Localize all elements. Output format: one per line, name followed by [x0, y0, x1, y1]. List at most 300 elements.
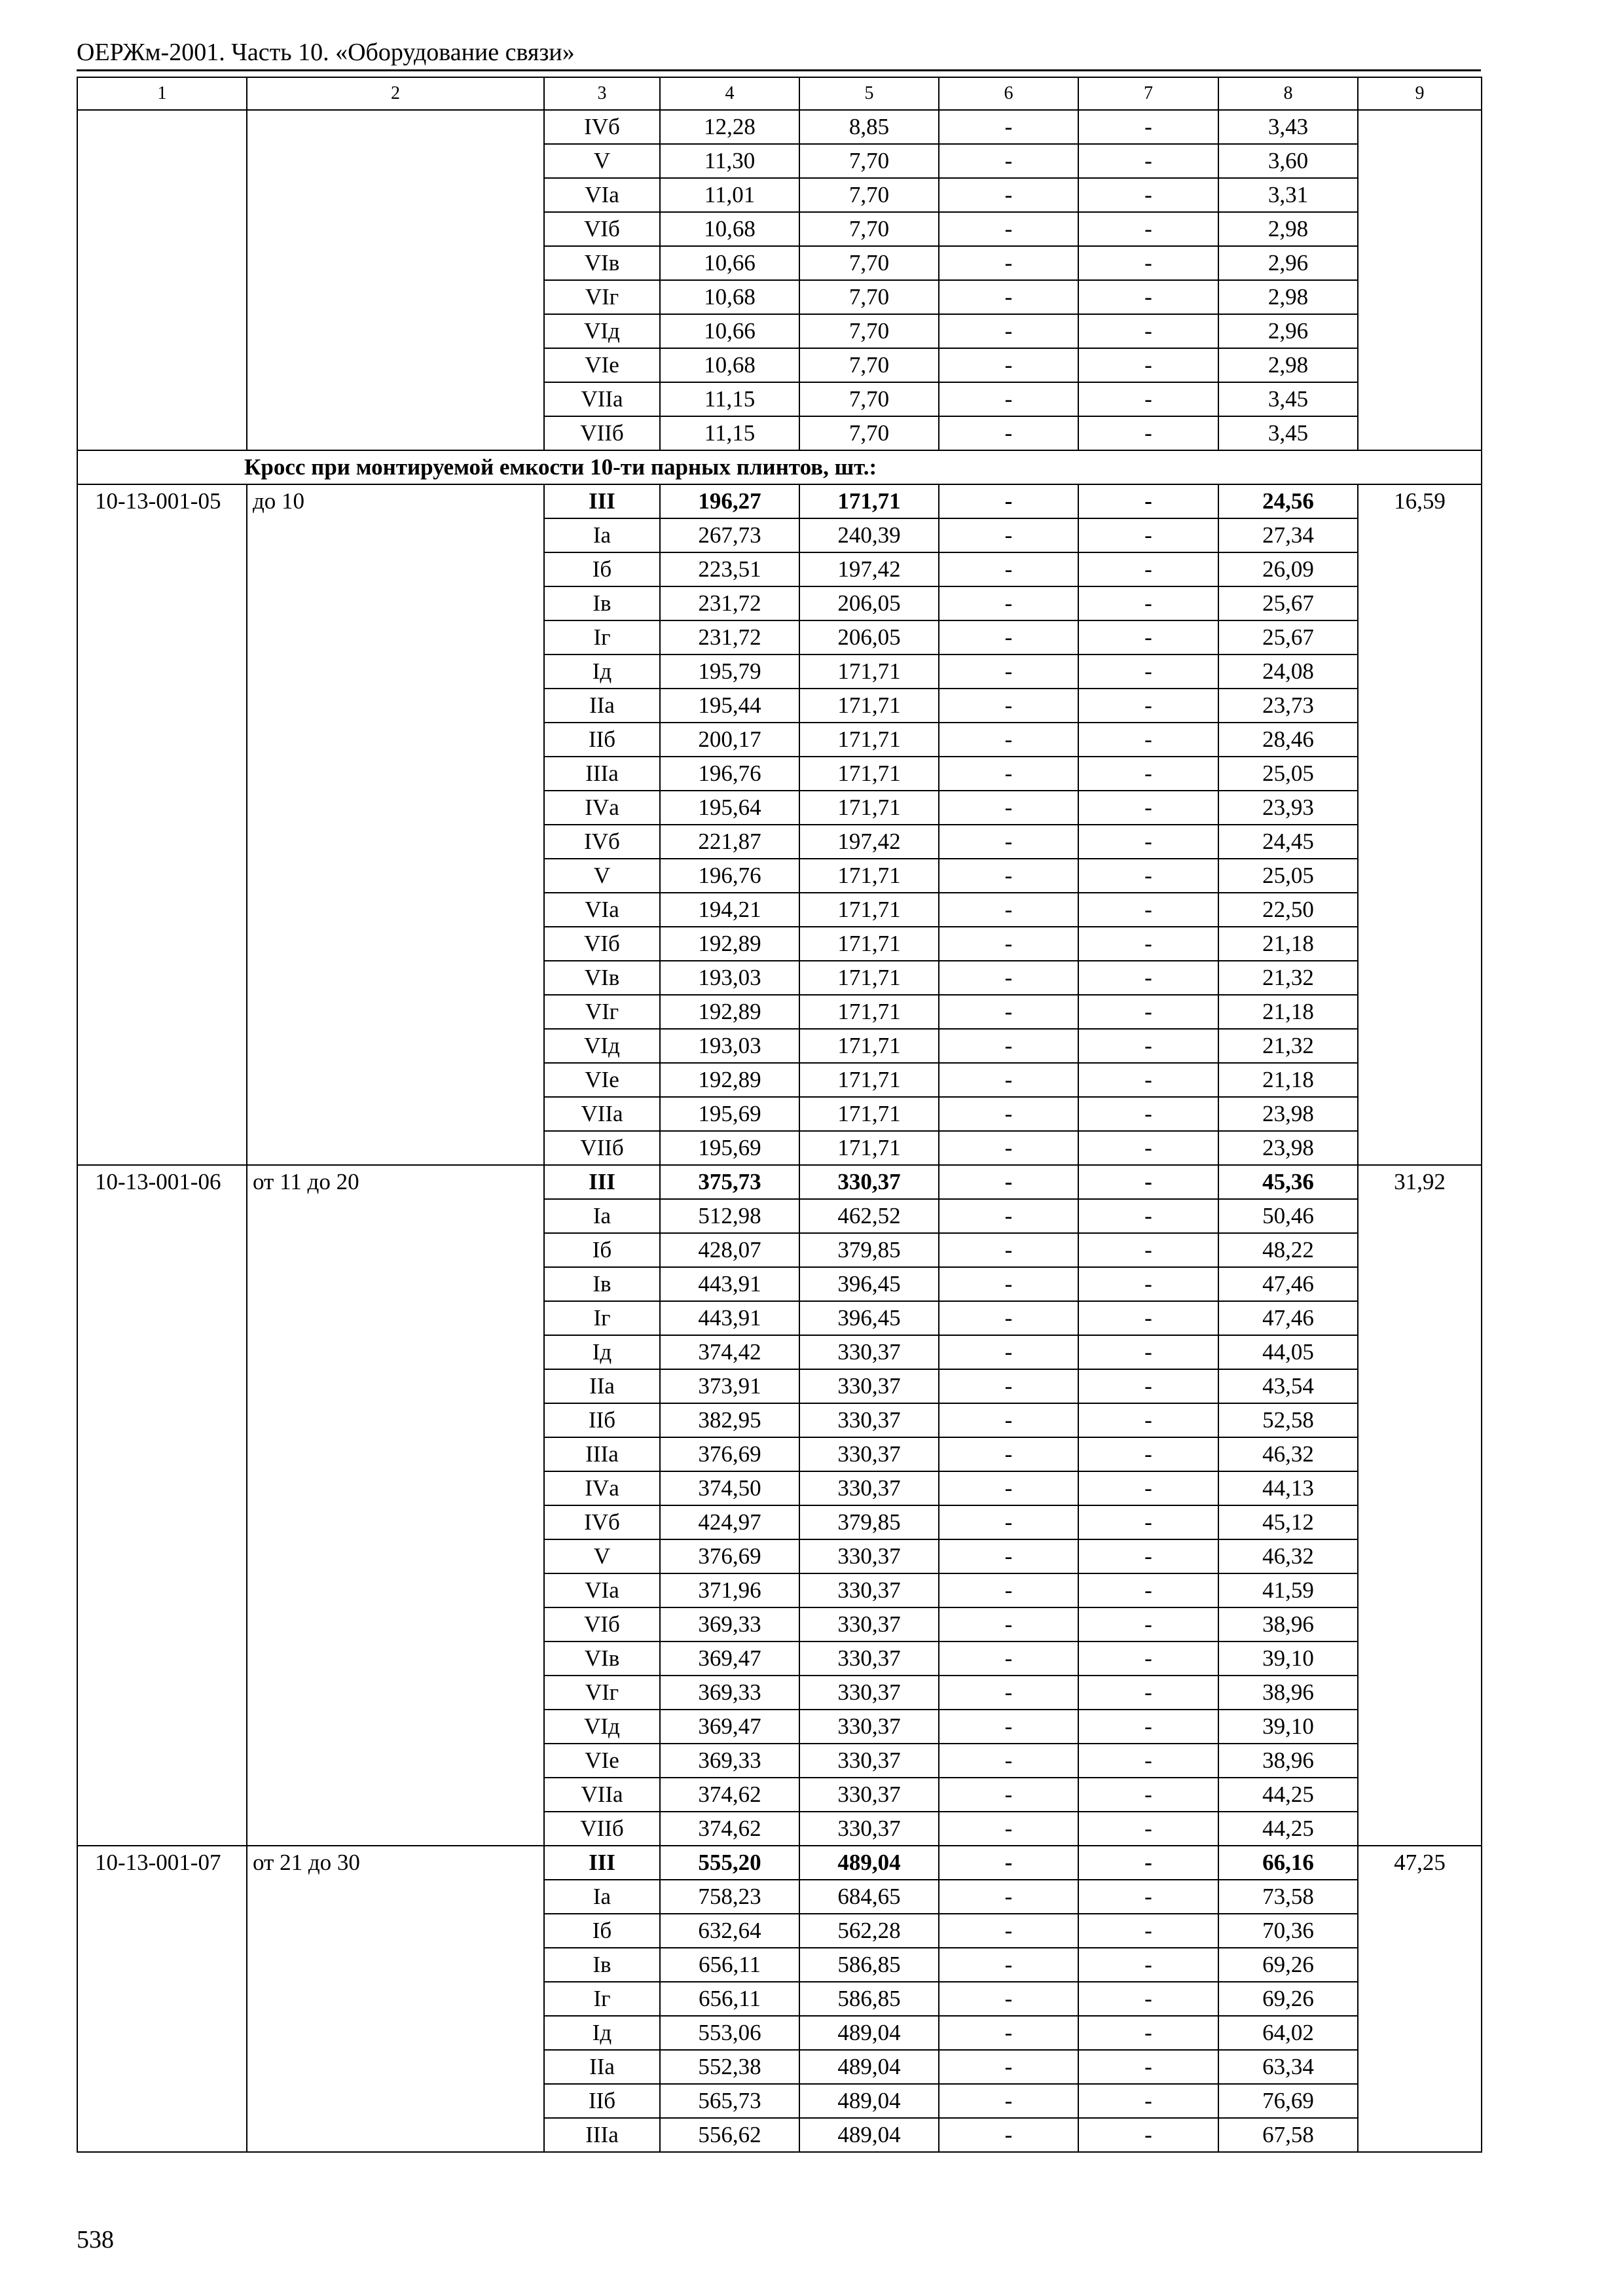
materials-cost: 3,43 — [1218, 110, 1358, 144]
machine-cost: - — [939, 620, 1078, 655]
rate-code — [77, 110, 247, 450]
machinist-wages: - — [1078, 2084, 1218, 2118]
machine-cost: - — [939, 1165, 1078, 1199]
total-cost: 376,69 — [660, 1437, 799, 1471]
zone-code: VIв — [544, 1641, 660, 1676]
wages: 330,37 — [799, 1607, 939, 1641]
machinist-wages: - — [1078, 1403, 1218, 1437]
zone-code: Iд — [544, 1335, 660, 1369]
machinist-wages: - — [1078, 1539, 1218, 1573]
machinist-wages: - — [1078, 825, 1218, 859]
zone-code: VIе — [544, 1744, 660, 1778]
wages: 8,85 — [799, 110, 939, 144]
machinist-wages: - — [1078, 655, 1218, 689]
total-cost: 369,33 — [660, 1607, 799, 1641]
zone-code: IIа — [544, 1369, 660, 1403]
table-row — [77, 1846, 1482, 1880]
work-description: от 11 до 20 — [247, 1165, 544, 1846]
materials-cost: 23,93 — [1218, 791, 1358, 825]
zone-code: V — [544, 1539, 660, 1573]
total-cost: 10,66 — [660, 314, 799, 348]
total-cost: 221,87 — [660, 825, 799, 859]
materials-cost: 66,16 — [1218, 1846, 1358, 1880]
wages: 562,28 — [799, 1914, 939, 1948]
machinist-wages: - — [1078, 518, 1218, 552]
total-cost: 443,91 — [660, 1267, 799, 1301]
wages: 171,71 — [799, 484, 939, 518]
column-numbers-row — [77, 77, 1482, 110]
wages: 330,37 — [799, 1471, 939, 1505]
wages: 396,45 — [799, 1267, 939, 1301]
zone-code: Iб — [544, 1233, 660, 1267]
machinist-wages: - — [1078, 2016, 1218, 2050]
materials-cost: 23,98 — [1218, 1097, 1358, 1131]
zone-code: VIIб — [544, 1131, 660, 1165]
labor-hours: 31,92 — [1358, 1165, 1482, 1846]
machinist-wages: - — [1078, 689, 1218, 723]
column-number: 2 — [247, 77, 544, 110]
machine-cost: - — [939, 552, 1078, 586]
machinist-wages: - — [1078, 791, 1218, 825]
zone-code: III — [544, 484, 660, 518]
wages: 330,37 — [799, 1403, 939, 1437]
total-cost: 374,62 — [660, 1778, 799, 1812]
rate-code: 10-13-001-06 — [77, 1165, 247, 1846]
zone-code: IIIа — [544, 2118, 660, 2152]
machine-cost: - — [939, 416, 1078, 450]
wages: 171,71 — [799, 757, 939, 791]
wages: 379,85 — [799, 1505, 939, 1539]
total-cost: 369,33 — [660, 1744, 799, 1778]
machinist-wages: - — [1078, 1710, 1218, 1744]
materials-cost: 2,98 — [1218, 212, 1358, 246]
zone-code: VIв — [544, 246, 660, 280]
rate-code: 10-13-001-07 — [77, 1846, 247, 2152]
materials-cost: 24,45 — [1218, 825, 1358, 859]
header-rule — [77, 69, 1481, 71]
machine-cost: - — [939, 586, 1078, 620]
column-number: 5 — [799, 77, 939, 110]
machinist-wages: - — [1078, 2118, 1218, 2152]
materials-cost: 44,05 — [1218, 1335, 1358, 1369]
machine-cost: - — [939, 1846, 1078, 1880]
zone-code: IIа — [544, 689, 660, 723]
total-cost: 565,73 — [660, 2084, 799, 2118]
materials-cost: 25,67 — [1218, 620, 1358, 655]
total-cost: 193,03 — [660, 1029, 799, 1063]
machine-cost: - — [939, 2084, 1078, 2118]
materials-cost: 27,34 — [1218, 518, 1358, 552]
materials-cost: 70,36 — [1218, 1914, 1358, 1948]
total-cost: 11,01 — [660, 178, 799, 212]
machinist-wages: - — [1078, 348, 1218, 382]
wages: 330,37 — [799, 1539, 939, 1573]
machine-cost: - — [939, 246, 1078, 280]
materials-cost: 3,45 — [1218, 416, 1358, 450]
wages: 489,04 — [799, 2050, 939, 2084]
materials-cost: 63,34 — [1218, 2050, 1358, 2084]
machine-cost: - — [939, 348, 1078, 382]
zone-code: Iд — [544, 655, 660, 689]
machine-cost: - — [939, 1812, 1078, 1846]
machine-cost: - — [939, 1607, 1078, 1641]
wages: 330,37 — [799, 1437, 939, 1471]
machinist-wages: - — [1078, 1063, 1218, 1097]
total-cost: 200,17 — [660, 723, 799, 757]
materials-cost: 25,05 — [1218, 757, 1358, 791]
materials-cost: 76,69 — [1218, 2084, 1358, 2118]
total-cost: 11,30 — [660, 144, 799, 178]
machine-cost: - — [939, 1131, 1078, 1165]
total-cost: 192,89 — [660, 995, 799, 1029]
materials-cost: 25,05 — [1218, 859, 1358, 893]
machine-cost: - — [939, 1471, 1078, 1505]
machinist-wages: - — [1078, 110, 1218, 144]
materials-cost: 22,50 — [1218, 893, 1358, 927]
machine-cost: - — [939, 484, 1078, 518]
machine-cost: - — [939, 314, 1078, 348]
materials-cost: 39,10 — [1218, 1641, 1358, 1676]
machinist-wages: - — [1078, 1335, 1218, 1369]
total-cost: 373,91 — [660, 1369, 799, 1403]
machine-cost: - — [939, 1744, 1078, 1778]
zone-code: VIб — [544, 212, 660, 246]
labor-hours: 47,25 — [1358, 1846, 1482, 2152]
machine-cost: - — [939, 1573, 1078, 1607]
total-cost: 512,98 — [660, 1199, 799, 1233]
machine-cost: - — [939, 859, 1078, 893]
machinist-wages: - — [1078, 1880, 1218, 1914]
column-number: 6 — [939, 77, 1078, 110]
materials-cost: 41,59 — [1218, 1573, 1358, 1607]
materials-cost: 3,31 — [1218, 178, 1358, 212]
materials-cost: 3,45 — [1218, 382, 1358, 416]
machine-cost: - — [939, 212, 1078, 246]
zone-code: Iг — [544, 1301, 660, 1335]
wages: 171,71 — [799, 927, 939, 961]
machine-cost: - — [939, 1914, 1078, 1948]
materials-cost: 23,98 — [1218, 1131, 1358, 1165]
materials-cost: 28,46 — [1218, 723, 1358, 757]
total-cost: 231,72 — [660, 620, 799, 655]
materials-cost: 23,73 — [1218, 689, 1358, 723]
machine-cost: - — [939, 723, 1078, 757]
machinist-wages: - — [1078, 484, 1218, 518]
total-cost: 11,15 — [660, 382, 799, 416]
wages: 330,37 — [799, 1573, 939, 1607]
wages: 586,85 — [799, 1948, 939, 1982]
machine-cost: - — [939, 1641, 1078, 1676]
wages: 7,70 — [799, 280, 939, 314]
materials-cost: 39,10 — [1218, 1710, 1358, 1744]
materials-cost: 47,46 — [1218, 1267, 1358, 1301]
materials-cost: 25,67 — [1218, 586, 1358, 620]
total-cost: 656,11 — [660, 1982, 799, 2016]
total-cost: 382,95 — [660, 1403, 799, 1437]
wages: 489,04 — [799, 2118, 939, 2152]
section-heading-text: Кросс при монтируемой емкости 10-ти парных плинтов, шт.: — [244, 454, 877, 480]
wages: 171,71 — [799, 859, 939, 893]
materials-cost: 24,08 — [1218, 655, 1358, 689]
column-number: 3 — [544, 77, 660, 110]
total-cost: 10,68 — [660, 280, 799, 314]
zone-code: VIIб — [544, 416, 660, 450]
machine-cost: - — [939, 1505, 1078, 1539]
wages: 7,70 — [799, 144, 939, 178]
wages: 240,39 — [799, 518, 939, 552]
machine-cost: - — [939, 1982, 1078, 2016]
total-cost: 374,62 — [660, 1812, 799, 1846]
zone-code: Iг — [544, 620, 660, 655]
machine-cost: - — [939, 927, 1078, 961]
total-cost: 552,38 — [660, 2050, 799, 2084]
rates-table-body — [77, 77, 1482, 2152]
zone-code: VIа — [544, 893, 660, 927]
wages: 171,71 — [799, 1063, 939, 1097]
zone-code: III — [544, 1846, 660, 1880]
total-cost: 11,15 — [660, 416, 799, 450]
zone-code: VIа — [544, 1573, 660, 1607]
machinist-wages: - — [1078, 995, 1218, 1029]
materials-cost: 48,22 — [1218, 1233, 1358, 1267]
machine-cost: - — [939, 655, 1078, 689]
wages: 7,70 — [799, 416, 939, 450]
materials-cost: 67,58 — [1218, 2118, 1358, 2152]
machinist-wages: - — [1078, 1165, 1218, 1199]
materials-cost: 24,56 — [1218, 484, 1358, 518]
wages: 206,05 — [799, 620, 939, 655]
total-cost: 194,21 — [660, 893, 799, 927]
materials-cost: 2,96 — [1218, 246, 1358, 280]
materials-cost: 44,25 — [1218, 1812, 1358, 1846]
machinist-wages: - — [1078, 1437, 1218, 1471]
zone-code: Iб — [544, 552, 660, 586]
wages: 171,71 — [799, 689, 939, 723]
machinist-wages: - — [1078, 1948, 1218, 1982]
machine-cost: - — [939, 961, 1078, 995]
machinist-wages: - — [1078, 620, 1218, 655]
work-description: до 10 — [247, 484, 544, 1165]
zone-code: VIд — [544, 1029, 660, 1063]
wages: 330,37 — [799, 1710, 939, 1744]
zone-code: VIе — [544, 1063, 660, 1097]
machinist-wages: - — [1078, 927, 1218, 961]
total-cost: 656,11 — [660, 1948, 799, 1982]
zone-code: Iб — [544, 1914, 660, 1948]
column-number: 8 — [1218, 77, 1358, 110]
zone-code: IIа — [544, 2050, 660, 2084]
wages: 171,71 — [799, 655, 939, 689]
machinist-wages: - — [1078, 1029, 1218, 1063]
machinist-wages: - — [1078, 1846, 1218, 1880]
zone-code: VIIа — [544, 1097, 660, 1131]
zone-code: VIг — [544, 995, 660, 1029]
total-cost: 196,27 — [660, 484, 799, 518]
total-cost: 195,64 — [660, 791, 799, 825]
machine-cost: - — [939, 689, 1078, 723]
zone-code: IIб — [544, 723, 660, 757]
zone-code: VIIб — [544, 1812, 660, 1846]
wages: 7,70 — [799, 246, 939, 280]
machine-cost: - — [939, 995, 1078, 1029]
machinist-wages: - — [1078, 1982, 1218, 2016]
machine-cost: - — [939, 1301, 1078, 1335]
materials-cost: 38,96 — [1218, 1744, 1358, 1778]
machinist-wages: - — [1078, 178, 1218, 212]
machinist-wages: - — [1078, 1914, 1218, 1948]
wages: 171,71 — [799, 1029, 939, 1063]
total-cost: 195,69 — [660, 1097, 799, 1131]
zone-code: VIв — [544, 961, 660, 995]
machinist-wages: - — [1078, 1607, 1218, 1641]
column-number: 9 — [1358, 77, 1482, 110]
machine-cost: - — [939, 1948, 1078, 1982]
materials-cost: 21,18 — [1218, 995, 1358, 1029]
table-row — [77, 1165, 1482, 1199]
machinist-wages: - — [1078, 1199, 1218, 1233]
machine-cost: - — [939, 1880, 1078, 1914]
wages: 197,42 — [799, 552, 939, 586]
materials-cost: 21,18 — [1218, 927, 1358, 961]
materials-cost: 21,18 — [1218, 1063, 1358, 1097]
zone-code: Iв — [544, 586, 660, 620]
machine-cost: - — [939, 1369, 1078, 1403]
wages: 330,37 — [799, 1744, 939, 1778]
zone-code: VIд — [544, 314, 660, 348]
zone-code: VIб — [544, 927, 660, 961]
wages: 330,37 — [799, 1812, 939, 1846]
machine-cost: - — [939, 1029, 1078, 1063]
machinist-wages: - — [1078, 552, 1218, 586]
machinist-wages: - — [1078, 280, 1218, 314]
materials-cost: 47,46 — [1218, 1301, 1358, 1335]
materials-cost: 21,32 — [1218, 1029, 1358, 1063]
total-cost: 195,69 — [660, 1131, 799, 1165]
total-cost: 10,68 — [660, 348, 799, 382]
zone-code: VIе — [544, 348, 660, 382]
wages: 330,37 — [799, 1676, 939, 1710]
zone-code: IIIа — [544, 1437, 660, 1471]
total-cost: 12,28 — [660, 110, 799, 144]
machine-cost: - — [939, 2050, 1078, 2084]
machine-cost: - — [939, 1233, 1078, 1267]
zone-code: IVб — [544, 110, 660, 144]
zone-code: Iа — [544, 518, 660, 552]
total-cost: 369,47 — [660, 1710, 799, 1744]
total-cost: 195,44 — [660, 689, 799, 723]
wages: 330,37 — [799, 1165, 939, 1199]
total-cost: 375,73 — [660, 1165, 799, 1199]
total-cost: 10,68 — [660, 212, 799, 246]
machine-cost: - — [939, 1676, 1078, 1710]
machinist-wages: - — [1078, 859, 1218, 893]
zone-code: III — [544, 1165, 660, 1199]
zone-code: Iг — [544, 1982, 660, 2016]
wages: 7,70 — [799, 212, 939, 246]
zone-code: VIд — [544, 1710, 660, 1744]
zone-code: VIIа — [544, 1778, 660, 1812]
materials-cost: 26,09 — [1218, 552, 1358, 586]
machine-cost: - — [939, 1539, 1078, 1573]
total-cost: 632,64 — [660, 1914, 799, 1948]
machine-cost: - — [939, 1403, 1078, 1437]
page-header: ОЕРЖм-2001. Часть 10. «Оборудование связи» — [77, 39, 575, 66]
materials-cost: 50,46 — [1218, 1199, 1358, 1233]
machine-cost: - — [939, 2016, 1078, 2050]
total-cost: 424,97 — [660, 1505, 799, 1539]
total-cost: 10,66 — [660, 246, 799, 280]
total-cost: 428,07 — [660, 1233, 799, 1267]
wages: 586,85 — [799, 1982, 939, 2016]
machinist-wages: - — [1078, 1573, 1218, 1607]
machinist-wages: - — [1078, 1505, 1218, 1539]
table-row — [77, 484, 1482, 518]
total-cost: 196,76 — [660, 859, 799, 893]
wages: 171,71 — [799, 791, 939, 825]
materials-cost: 69,26 — [1218, 1948, 1358, 1982]
zone-code: V — [544, 144, 660, 178]
zone-code: Iд — [544, 2016, 660, 2050]
materials-cost: 43,54 — [1218, 1369, 1358, 1403]
total-cost: 758,23 — [660, 1880, 799, 1914]
wages: 171,71 — [799, 995, 939, 1029]
wages: 171,71 — [799, 1097, 939, 1131]
column-number: 7 — [1078, 77, 1218, 110]
zone-code: VIг — [544, 280, 660, 314]
machinist-wages: - — [1078, 246, 1218, 280]
rate-code: 10-13-001-05 — [77, 484, 247, 1165]
total-cost: 231,72 — [660, 586, 799, 620]
zone-code: IVа — [544, 791, 660, 825]
page-number: 538 — [77, 2226, 114, 2253]
machine-cost: - — [939, 2118, 1078, 2152]
machinist-wages: - — [1078, 1369, 1218, 1403]
rates-table — [77, 77, 1482, 2153]
wages: 171,71 — [799, 961, 939, 995]
wages: 171,71 — [799, 1131, 939, 1165]
machine-cost: - — [939, 1437, 1078, 1471]
machinist-wages: - — [1078, 382, 1218, 416]
wages: 197,42 — [799, 825, 939, 859]
machine-cost: - — [939, 280, 1078, 314]
zone-code: VIг — [544, 1676, 660, 1710]
column-number: 4 — [660, 77, 799, 110]
machine-cost: - — [939, 893, 1078, 927]
wages: 379,85 — [799, 1233, 939, 1267]
wages: 330,37 — [799, 1335, 939, 1369]
wages: 489,04 — [799, 1846, 939, 1880]
machinist-wages: - — [1078, 1233, 1218, 1267]
machine-cost: - — [939, 1097, 1078, 1131]
wages: 330,37 — [799, 1641, 939, 1676]
machinist-wages: - — [1078, 1744, 1218, 1778]
materials-cost: 44,25 — [1218, 1778, 1358, 1812]
machine-cost: - — [939, 825, 1078, 859]
wages: 7,70 — [799, 348, 939, 382]
materials-cost: 2,98 — [1218, 280, 1358, 314]
machinist-wages: - — [1078, 723, 1218, 757]
zone-code: IIб — [544, 2084, 660, 2118]
materials-cost: 45,36 — [1218, 1165, 1358, 1199]
machinist-wages: - — [1078, 1301, 1218, 1335]
materials-cost: 46,32 — [1218, 1437, 1358, 1471]
wages: 171,71 — [799, 893, 939, 927]
machine-cost: - — [939, 382, 1078, 416]
zone-code: VIа — [544, 178, 660, 212]
machine-cost: - — [939, 791, 1078, 825]
machine-cost: - — [939, 1710, 1078, 1744]
machine-cost: - — [939, 757, 1078, 791]
